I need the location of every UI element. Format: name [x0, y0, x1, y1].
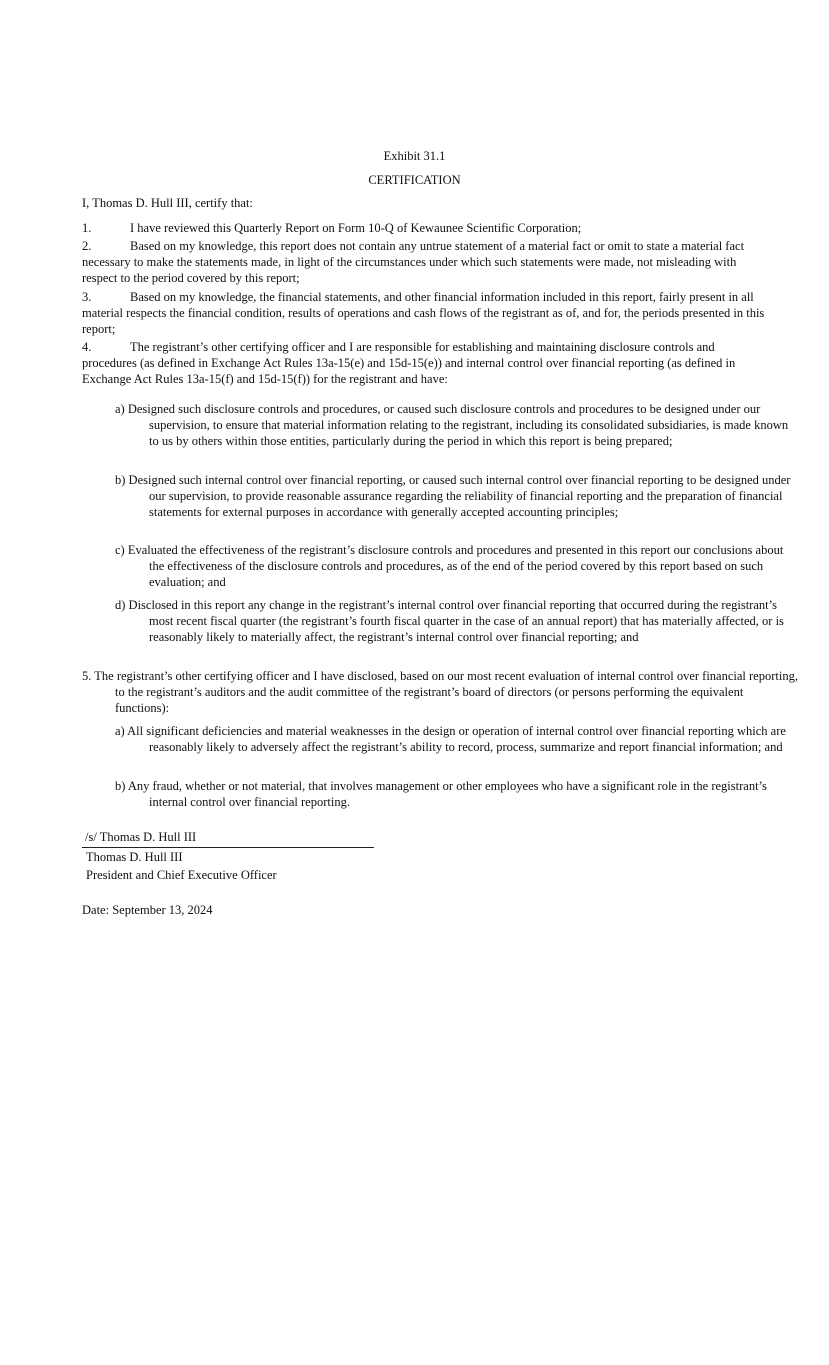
item-4-subitem-a: a) Designed such disclosure controls and procedures, or caused such disclosure controls and procedures to be designed under our supervision, to ensure that material information relating to the registrant, including its consolidated subsidiaries, is made known to us by others within those entities, particularly during the period in which this report is being prepared; [115, 402, 789, 448]
item-text: I have reviewed this Quarterly Report on Form 10-Q of Kewaunee Scientific Corporation; [130, 221, 582, 235]
item-number: 2. [82, 239, 92, 253]
signature-date: Date: September 13, 2024 [82, 903, 213, 917]
exhibit-label: Exhibit 31.1 [383, 149, 446, 163]
signature-line: /s/ Thomas D. Hull III [85, 830, 197, 844]
certification-item-1 [82, 220, 772, 236]
item-5-subitem-b: b) Any fraud, whether or not material, that involves management or other employees who have a significant role in the registrant’s internal control over financial reporting. [115, 779, 767, 809]
item-5-subitem-a: a) All significant deficiencies and material weaknesses in the design or operation of internal control over financial reporting which are reasonably likely to adversely affect the registrant’s ability to record, process, summarize and report financial information; and [115, 724, 786, 754]
item-number: 1. [82, 221, 92, 235]
item-text: Based on my knowledge, this report does not contain any untrue statement of a material fact or omit to state a material fact necessary to make the statements made, in light of the circumstances under which such statements were made, not misleading with respect to the period covered by this report; [82, 239, 745, 285]
signer-name: Thomas D. Hull III [86, 850, 183, 864]
intro-statement: I, Thomas D. Hull III, certify that: [82, 196, 253, 210]
certification-item-2 [82, 238, 772, 286]
certification-item-5: 5. The registrant’s other certifying officer and I have disclosed, based on our most recent evaluation of internal control over financial reporting, to the registrant’s auditors and the audit committee of the registrant’s board of directors (or persons performing the equivalent functions): [82, 669, 798, 715]
signer-title: President and Chief Executive Officer [86, 868, 277, 882]
certification-item-3 [82, 289, 772, 337]
item-text: Based on my knowledge, the financial statements, and other financial information included in this report, fairly present in all material respects the financial condition, results of operations and cash flows of the registrant as of, and for, the periods presented in this report; [82, 290, 765, 336]
page-title: CERTIFICATION [368, 173, 461, 187]
signature-rule [82, 847, 374, 848]
item-number: 4. [82, 340, 92, 354]
item-text: The registrant’s other certifying officer and I are responsible for establishing and maintaining disclosure controls and procedures (as defined in Exchange Act Rules 13a-15(e) and 15d-15(e)) and internal control over financial reporting (as defined in Exchange Act Rules 13a-15(f) and 15d-15(f)) for the registrant and have: [82, 340, 736, 386]
item-number: 3. [82, 290, 92, 304]
item-4-subitem-c: c) Evaluated the effectiveness of the registrant’s disclosure controls and procedures and presented in this report our conclusions about the effectiveness of the disclosure controls and procedures, as of the end of the period covered by this report based on such evaluation; and [115, 543, 784, 589]
item-4-subitem-d: d) Disclosed in this report any change in the registrant’s internal control over financial reporting that occurred during the registrant’s most recent fiscal quarter (the registrant’s fourth fiscal quarter in the case of an annual report) that has materially affected, or is reasonably likely to materially affect, the registrant’s internal control over financial reporting; and [115, 598, 784, 644]
item-4-subitem-b: b) Designed such internal control over financial reporting, or caused such internal control over financial reporting to be designed under our supervision, to provide reasonable assurance regarding the reliability of financial reporting and the preparation of financial statements for external purposes in accordance with generally accepted accounting principles; [115, 473, 791, 519]
certification-item-4 [82, 339, 772, 387]
